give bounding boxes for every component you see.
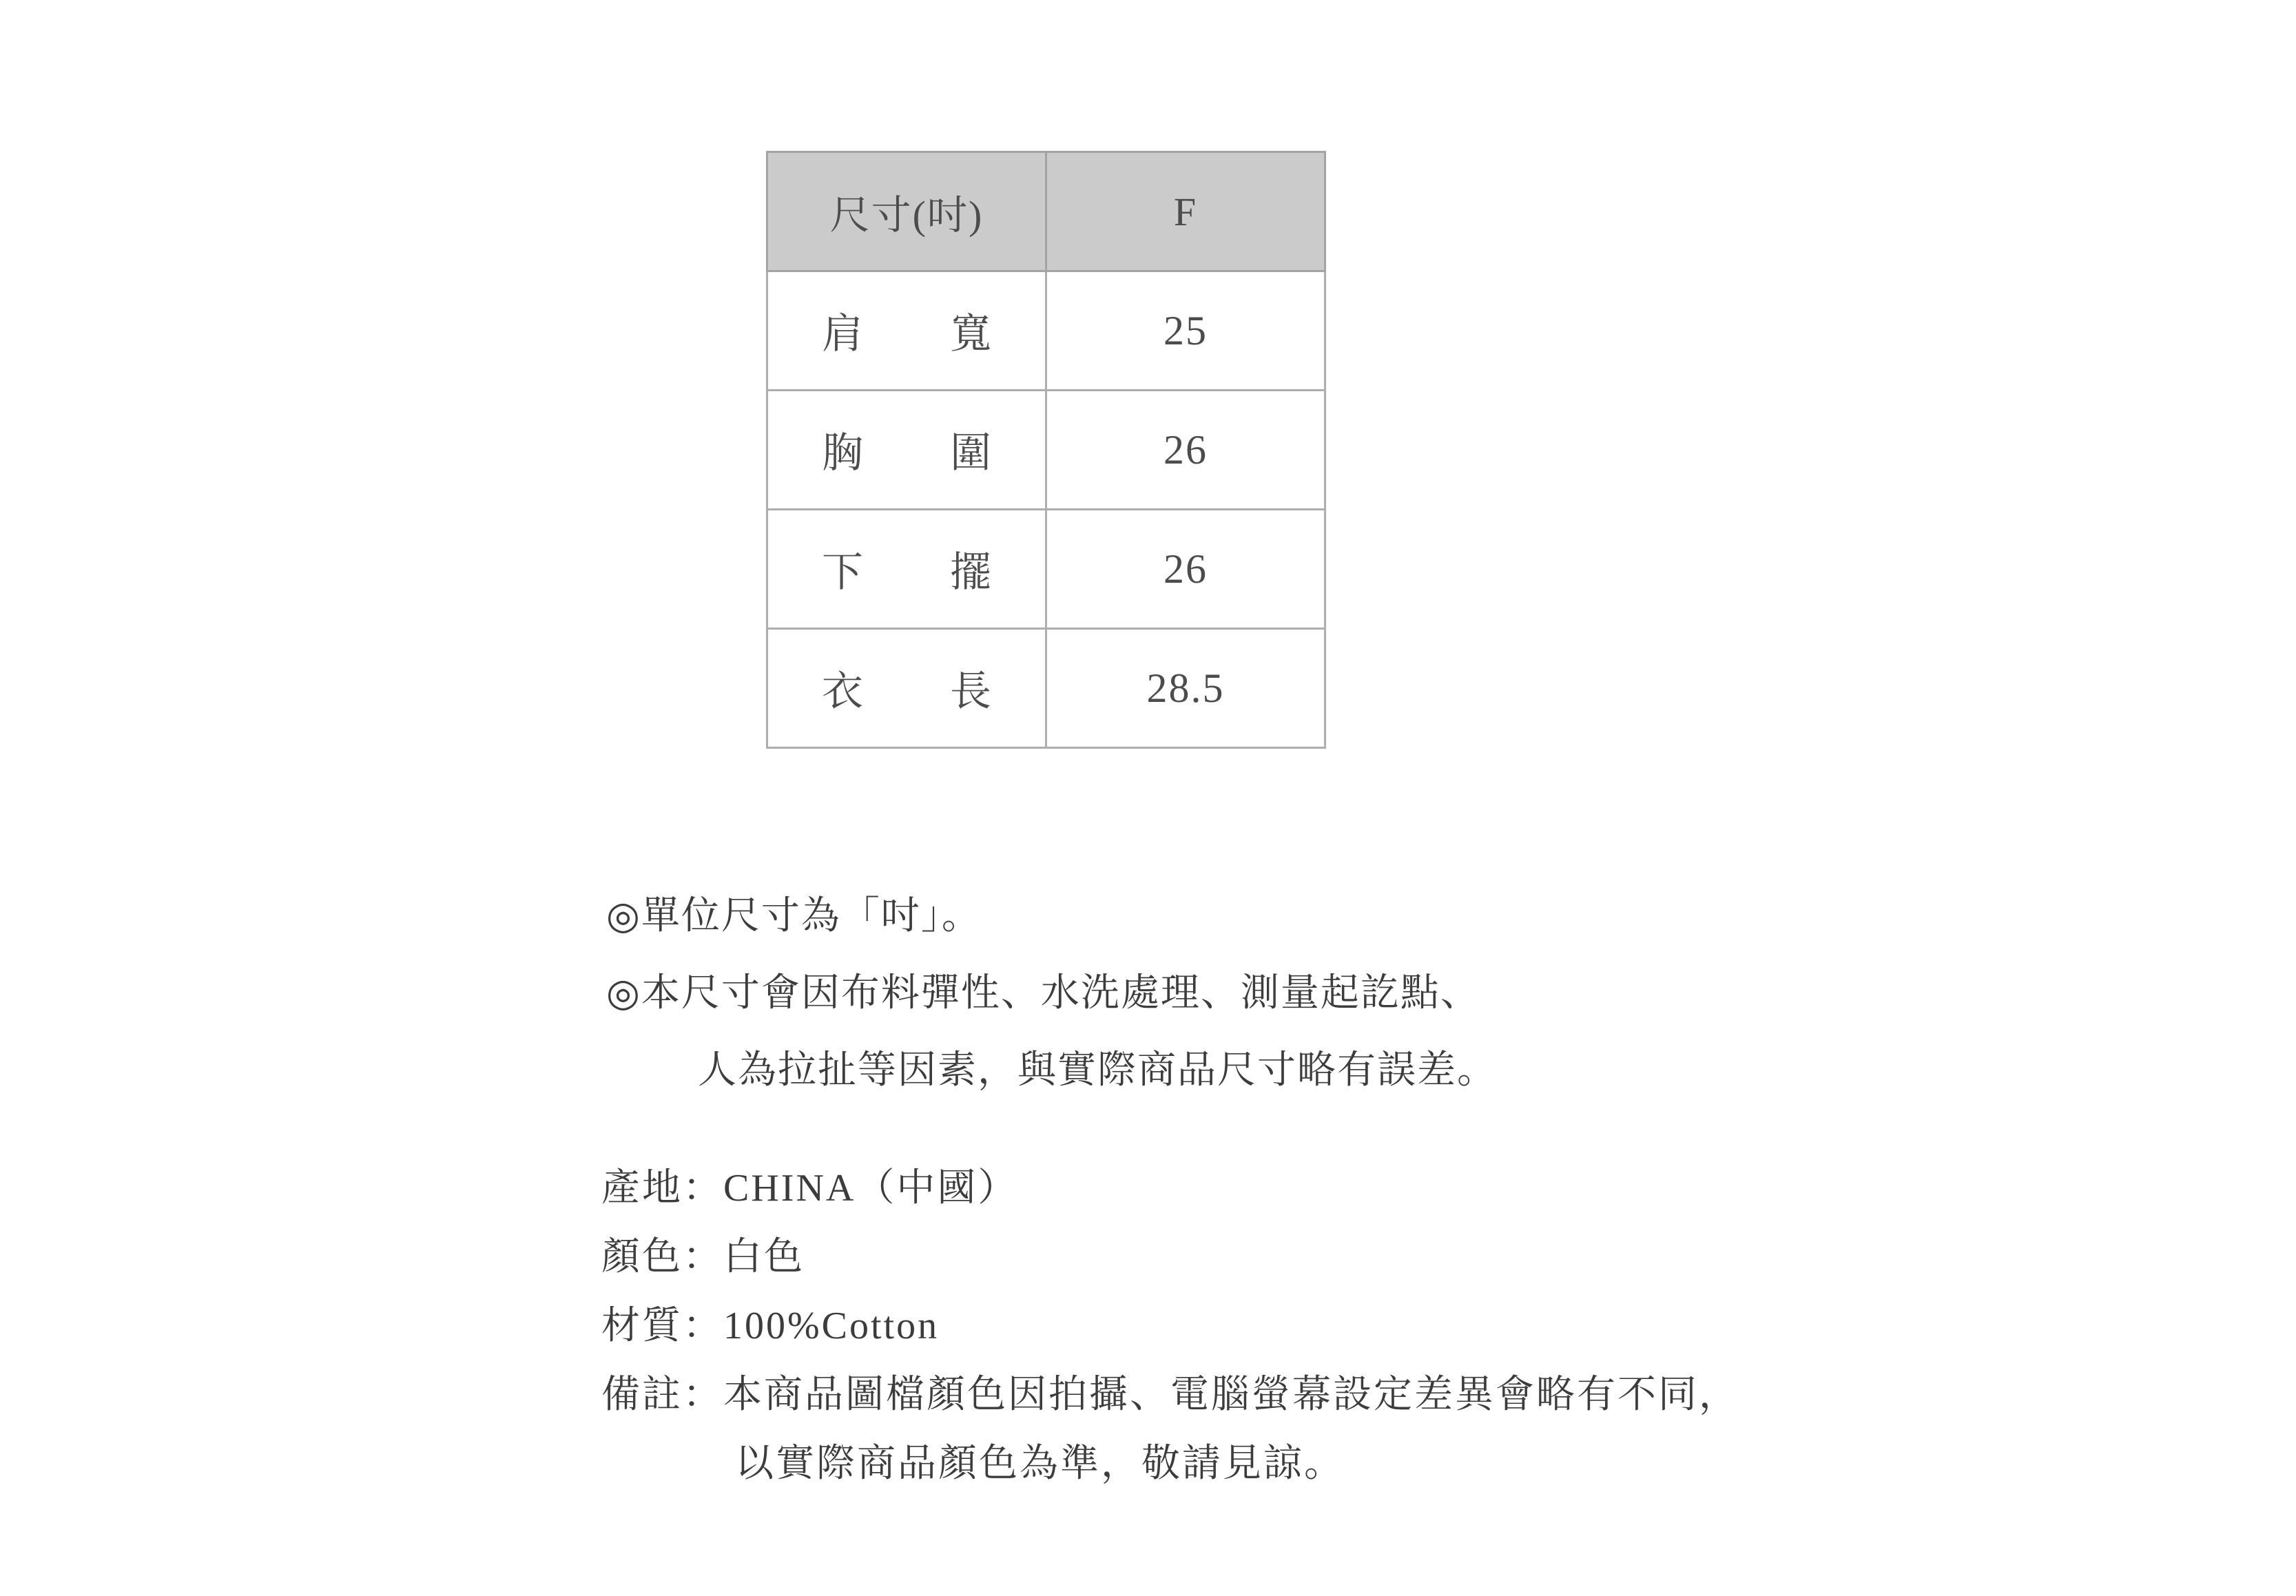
product-color-line: [601, 1223, 1739, 1292]
measurement-label-cell: [767, 391, 1046, 510]
measurement-value-cell: 25: [1046, 271, 1325, 391]
info-value: 100%Cotton: [723, 1305, 940, 1347]
product-info-section: [601, 1154, 1739, 1498]
header-cell-size-f: [1046, 152, 1325, 271]
note-text-continuation: 人為拉扯等因素，與實際商品尺寸略有誤差。: [698, 1049, 1497, 1092]
notes-section: [606, 878, 1497, 1109]
header-cell-dimension: [767, 152, 1046, 271]
table-row-hem: [767, 510, 1325, 629]
measurement-label: 胸 圍: [822, 431, 991, 476]
note-text: 單位尺寸為「吋」。: [641, 895, 982, 937]
info-label: 產地: [601, 1167, 683, 1210]
note-line-tolerance: [606, 955, 1497, 1032]
size-chart-table: [766, 151, 1326, 749]
note-bullet-icon: ◎: [606, 895, 641, 937]
size-table-header-row: [767, 152, 1325, 271]
info-value: 白色: [723, 1236, 805, 1278]
product-origin-line: [601, 1154, 1739, 1223]
info-label: 材質: [601, 1305, 683, 1347]
measurement-value-cell: 26: [1046, 391, 1325, 510]
header-size-label: F: [1173, 189, 1198, 234]
note-line-unit: [606, 878, 1497, 955]
info-colon: ：: [683, 1374, 723, 1416]
product-material-line: [601, 1292, 1739, 1360]
info-value: 本商品圖檔顏色因拍攝、電腦螢幕設定差異會略有不同，: [723, 1374, 1739, 1416]
info-value: CHINA（中國）: [723, 1167, 1019, 1210]
info-label: 備註: [601, 1374, 683, 1416]
table-row-chest: [767, 391, 1325, 510]
info-colon: ：: [683, 1236, 723, 1278]
measurement-value-cell: 28.5: [1046, 629, 1325, 748]
measurement-label-cell: [767, 629, 1046, 748]
measurement-label: 衣 長: [822, 669, 991, 714]
measurement-value-cell: 26: [1046, 510, 1325, 629]
note-text: 本尺寸會因布料彈性、水洗處理、測量起訖點、: [641, 972, 1480, 1015]
measurement-label-cell: [767, 271, 1046, 391]
table-row-shoulder-width: [767, 271, 1325, 391]
note-bullet-icon: ◎: [606, 972, 641, 1015]
product-remark-line: [601, 1360, 1739, 1429]
info-colon: ：: [683, 1305, 723, 1347]
measurement-label: 肩 寬: [822, 311, 991, 357]
info-colon: ：: [683, 1167, 723, 1210]
header-dimension-label: 尺寸(吋): [829, 193, 984, 238]
product-remark-continuation: 以實際商品顏色為準，敬請見諒。: [735, 1442, 1345, 1485]
measurement-label: 下 擺: [822, 550, 991, 595]
measurement-label-cell: [767, 510, 1046, 629]
table-row-garment-length: [767, 629, 1325, 748]
info-label: 顏色: [601, 1236, 683, 1278]
